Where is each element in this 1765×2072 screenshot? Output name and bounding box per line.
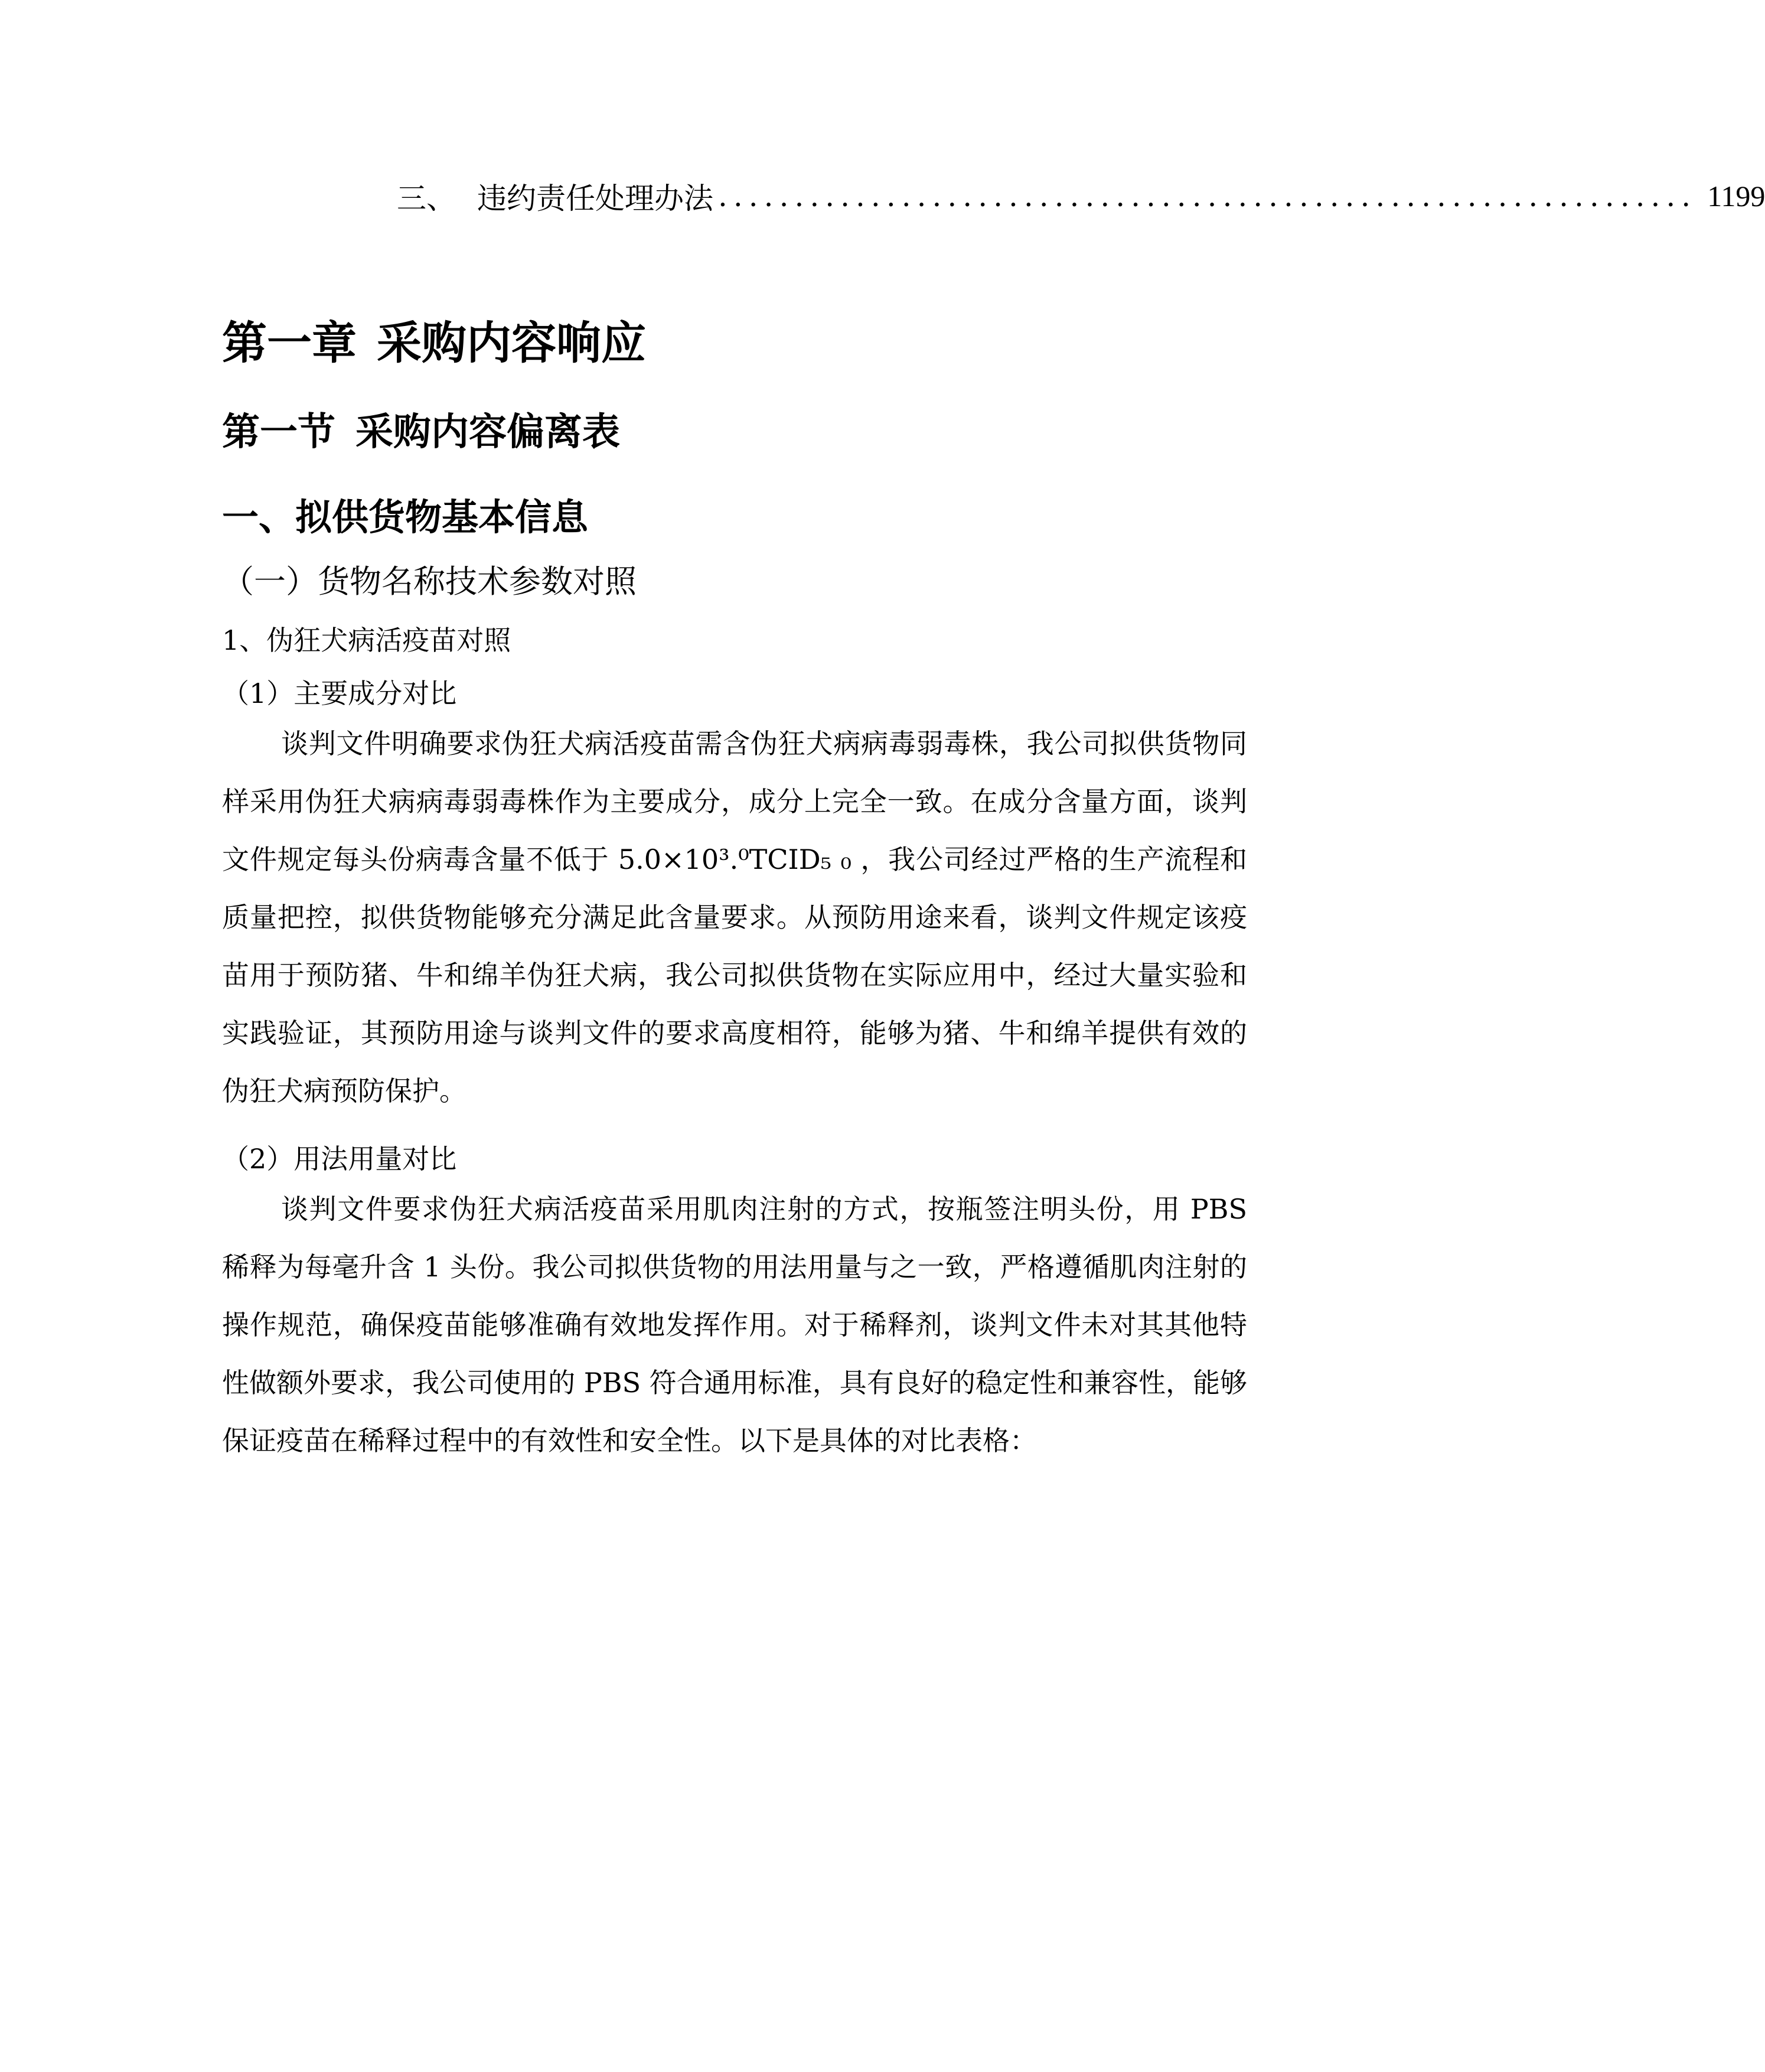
heading-level-5: 1、伪狂犬病活疫苗对照 [222, 624, 511, 656]
chapter-heading [222, 307, 646, 372]
toc-entry-page: 1199 [1707, 180, 1765, 213]
paragraph-usage-dosage: 谈判文件要求伪狂犬病活疫苗采用肌肉注射的方式，按瓶签注明头份，用 PBS 稀释为每毫升含 1 头份。我公司拟供货物的用法用量与之一致，严格遵循肌肉注射的操作规范，确保疫苗能够准确有效地发挥作用。对于稀释剂，谈判文件未对其其他特性做额外要求，我公司使用的 PBS 符合通用标准，具有良好的稳定性和兼容性，能够保证疫苗在稀释过程中的有效性和安全性。以下是具体的对比表格： [222, 1193, 1247, 1457]
toc-leader-dots: ................................................................ [718, 179, 1697, 213]
chapter-prefix: 第一章 [222, 317, 357, 369]
subheading-usage-dosage: （2）用法用量对比 [222, 1143, 457, 1175]
heading-level-3: 一、拟供货物基本信息 [222, 496, 589, 539]
section-prefix: 第一节 [222, 411, 335, 454]
toc-entry-title: 违约责任处理办法 [477, 181, 713, 216]
toc-entry-number: 三、 [397, 181, 456, 216]
toc-entry[interactable] [397, 172, 1765, 220]
subheading-main-ingredients: （1）主要成分对比 [222, 677, 457, 709]
chapter-title: 采购内容响应 [377, 317, 646, 369]
section-heading [222, 402, 620, 456]
heading-level-4: （一）货物名称技术参数对照 [222, 563, 637, 600]
paragraph-main-ingredients: 谈判文件明确要求伪狂犬病活疫苗需含伪狂犬病病毒弱毒株，我公司拟供货物同样采用伪狂犬病病毒弱毒株作为主要成分，成分上完全一致。在成分含量方面，谈判文件规定每头份病毒含量不低于 5.0×10³.⁰TCID₅ ₀ ，我公司经过严格的生产流程和质量把控，拟供货物能够充分满足此含量要求。从预防用途来看，谈判文件规定该疫苗用于预防猪、牛和绵羊伪狂犬病，我公司拟供货物在实际应用中，经过大量实验和实践验证，其预防用途与谈判文件的要求高度相符，能够为猪、牛和绵羊提供有效的伪狂犬病预防保护。 [222, 728, 1247, 1107]
section-title: 采购内容偏离表 [355, 411, 620, 454]
